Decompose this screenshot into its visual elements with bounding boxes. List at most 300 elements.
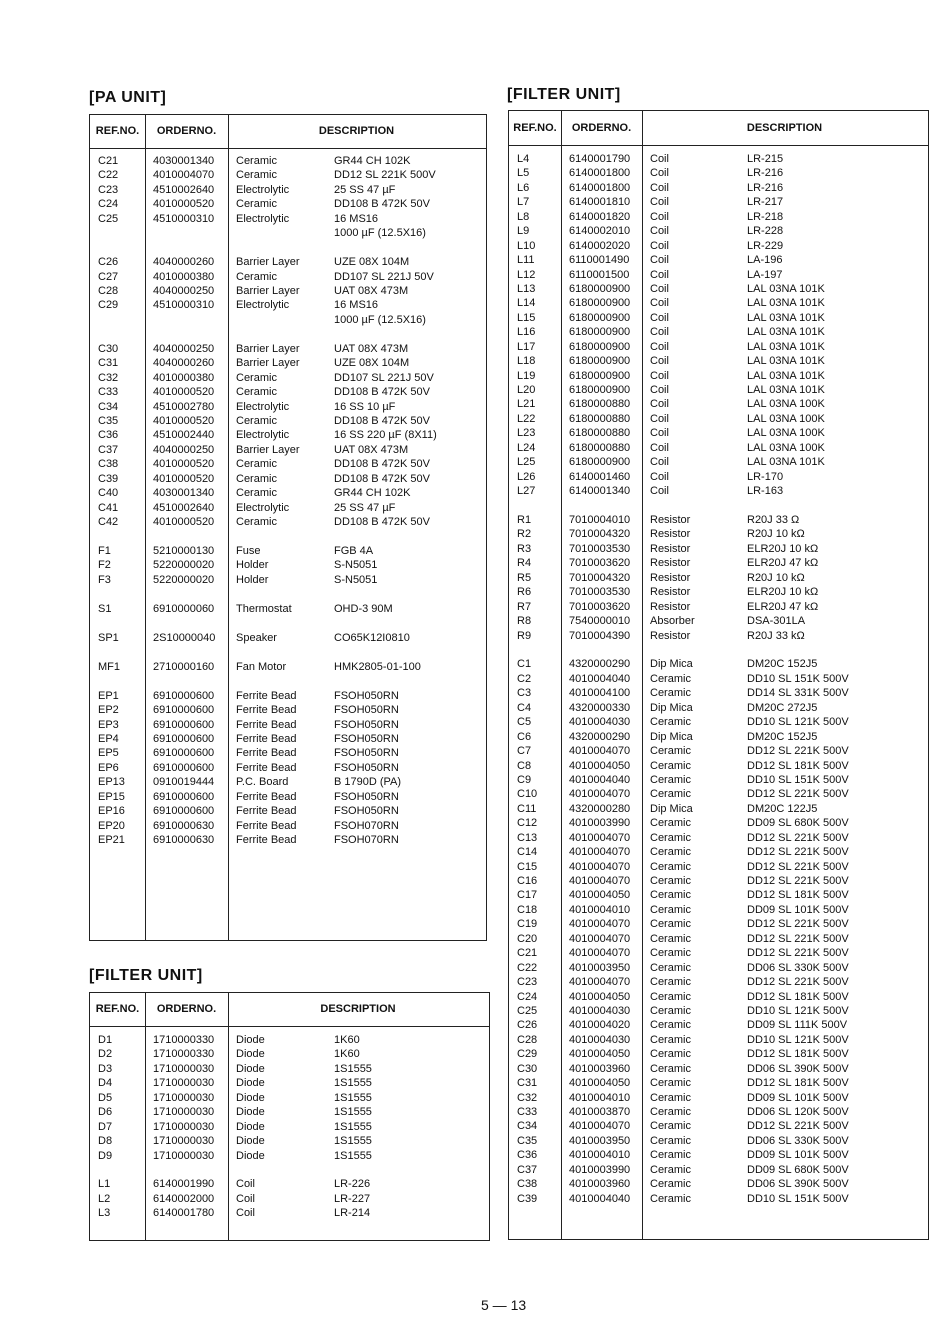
order-no: 4320000330 [569, 701, 631, 714]
table-row [90, 1105, 489, 1119]
part-spec: ELR20J 10 kΩ [747, 586, 819, 599]
part-type: Ceramic [650, 1134, 691, 1147]
ref-no: C1 [517, 658, 532, 671]
table-row [509, 340, 928, 354]
part-spec: DM20C 152J5 [747, 658, 818, 671]
row-group [90, 1033, 489, 1163]
ref-no: C3 [517, 687, 532, 700]
part-type: Coil [650, 441, 669, 454]
part-spec: DD12 SL 221K 500V [747, 831, 849, 844]
ref-no: R6 [517, 586, 532, 599]
part-type: Ceramic [650, 745, 691, 758]
ref-no: L18 [517, 355, 536, 368]
order-no: 6140001340 [569, 485, 631, 498]
part-type: Ceramic [650, 788, 691, 801]
table-row [90, 790, 486, 804]
part-spec: DD12 SL 181K 500V [747, 1048, 849, 1061]
ref-no: EP5 [98, 747, 119, 760]
part-type: Ceramic [650, 990, 691, 1003]
order-no: 6910000630 [153, 819, 215, 832]
part-spec: ELR20J 10 kΩ [747, 542, 819, 555]
table-row [509, 845, 928, 859]
part-spec: DD12 SL 221K 500V [747, 976, 849, 989]
pa-unit-title: [PA UNIT] [89, 89, 167, 106]
part-type: Resistor [650, 629, 691, 642]
part-spec: LR-163 [747, 485, 784, 498]
part-type: Dip Mica [650, 802, 693, 815]
part-type: Holder [236, 573, 269, 586]
order-no: 6180000880 [569, 398, 631, 411]
ref-no: D9 [98, 1149, 113, 1162]
part-spec: 16 SS 10 µF [334, 400, 396, 413]
ref-no: L13 [517, 282, 536, 295]
ref-no: L1 [98, 1178, 111, 1191]
part-type: Ceramic [650, 1062, 691, 1075]
order-no: 4010004070 [569, 918, 631, 931]
ref-no: L8 [517, 210, 530, 223]
part-spec: DD12 SL 221K 500V [747, 947, 849, 960]
part-spec: UAT 08X 473M [334, 443, 409, 456]
order-no: 4510002780 [153, 400, 215, 413]
row-group [509, 513, 928, 643]
part-type: Coil [650, 297, 669, 310]
part-type: Ceramic [236, 169, 277, 182]
ref-no: R5 [517, 571, 532, 584]
order-no: 4010004070 [569, 831, 631, 844]
table-row [90, 718, 486, 732]
ref-no: C19 [517, 918, 538, 931]
ref-no: C2 [517, 672, 532, 685]
order-no: 6180000900 [569, 311, 631, 324]
part-type: Coil [650, 340, 669, 353]
ref-no: C14 [517, 846, 538, 859]
table-body [509, 152, 928, 1221]
ref-no: D8 [98, 1135, 113, 1148]
part-spec: LR-216 [747, 181, 784, 194]
table-row [509, 585, 928, 599]
order-no: 6910000600 [153, 704, 215, 717]
part-type: Ferrite Bead [236, 790, 297, 803]
ref-no: R7 [517, 600, 532, 613]
part-type: Holder [236, 559, 269, 572]
table-row [509, 253, 928, 267]
ref-no: EP13 [98, 776, 125, 789]
order-no: 7010003530 [569, 586, 631, 599]
part-spec: LR-214 [334, 1207, 371, 1220]
table-row [509, 686, 928, 700]
description-header: DESCRIPTION [746, 121, 823, 134]
order-no: 4010003870 [569, 1106, 631, 1118]
part-spec: B 1790D (PA) [334, 776, 402, 789]
part-spec: DD108 B 472K 50V [334, 472, 431, 485]
table-row [509, 831, 928, 845]
part-spec: FSOH050RN [334, 805, 399, 818]
part-type: Coil [236, 1192, 255, 1205]
order-no: 6910000600 [153, 732, 215, 745]
part-spec: ELR20J 47 kΩ [747, 557, 819, 570]
part-type: Electrolytic [236, 400, 290, 413]
ref-no: C22 [98, 169, 119, 182]
ref-no: C24 [98, 198, 119, 211]
part-spec: DD107 SL 221J 50V [334, 371, 434, 384]
table-row [509, 1062, 928, 1076]
part-spec: DD09 SL 101K 500V [747, 1091, 849, 1104]
ref-no: L17 [517, 340, 536, 353]
table-row [509, 1134, 928, 1148]
order-no: 7010004010 [569, 514, 631, 526]
ref-no: D5 [98, 1091, 113, 1104]
part-spec: LAL 03NA 100K [747, 427, 825, 440]
part-spec: DD06 SL 330K 500V [747, 961, 849, 974]
part-spec: LA-197 [747, 268, 783, 281]
table-row [509, 542, 928, 556]
order-no: 4510000310 [153, 212, 215, 225]
ref-no: C33 [98, 386, 119, 399]
order-no: 4010004070 [569, 860, 631, 873]
part-spec: DD12 SL 181K 500V [747, 990, 849, 1003]
part-spec: FSOH050RN [334, 790, 399, 803]
row-group [90, 602, 486, 616]
table-row [509, 932, 928, 946]
part-spec: DD108 B 472K 50V [334, 458, 431, 471]
ref-no: F3 [98, 573, 111, 586]
part-type: Dip Mica [650, 730, 693, 743]
ref-no: C37 [517, 1163, 538, 1176]
order-no: 6180000900 [569, 297, 631, 310]
ref-no: C26 [517, 1019, 538, 1032]
order-no: 7010003530 [569, 542, 631, 555]
ref-no: L4 [517, 153, 530, 165]
table-row [509, 629, 928, 643]
part-type: Coil [650, 181, 669, 194]
table-row [509, 1091, 928, 1105]
part-spec: 1S1555 [334, 1120, 372, 1133]
part-spec: LR-215 [747, 153, 784, 165]
order-no: 2710000160 [153, 660, 215, 673]
part-type: P.C. Board [236, 776, 289, 789]
part-spec: 1000 µF (12.5X16) [334, 313, 426, 326]
order-no: 4040000260 [153, 357, 215, 370]
ref-no: C26 [98, 256, 119, 269]
table-row [90, 1149, 489, 1163]
part-type: Ceramic [650, 961, 691, 974]
part-spec: DM20C 152J5 [747, 730, 818, 743]
description-header: DESCRIPTION [320, 1003, 396, 1015]
table-row [509, 1119, 928, 1133]
part-spec: LAL 03NA 101K [747, 311, 825, 324]
table-row [90, 660, 486, 674]
ref-no: L26 [517, 470, 536, 483]
table-header [509, 111, 928, 146]
part-spec: FSOH070RN [334, 834, 399, 846]
part-spec: LR-227 [334, 1192, 371, 1205]
ref-no: C34 [517, 1120, 538, 1133]
part-spec: DD108 B 472K 50V [334, 386, 431, 399]
ref-no: C39 [517, 1192, 538, 1205]
table-row [509, 1105, 928, 1119]
part-spec: DD10 SL 121K 500V [747, 1004, 849, 1017]
table-row [90, 833, 486, 847]
ref-no: L12 [517, 268, 536, 281]
part-type: Ceramic [650, 947, 691, 960]
part-type: Coil [650, 355, 669, 368]
part-spec: DD09 SL 111K 500V [747, 1019, 848, 1032]
order-no: 4010004070 [569, 846, 631, 859]
part-spec: FSOH070RN [334, 819, 399, 832]
table-row [90, 602, 486, 616]
part-type: Diode [236, 1091, 265, 1104]
order-no: 1710000030 [153, 1149, 215, 1162]
order-no: 4010004070 [569, 875, 631, 887]
table-row [509, 990, 928, 1004]
ref-no: C38 [517, 1178, 538, 1191]
order-no: 7010004320 [569, 571, 631, 584]
part-type: Coil [236, 1207, 255, 1220]
part-spec: LR-229 [747, 239, 784, 252]
part-spec: DD12 SL 221K 500V [747, 918, 849, 931]
order-no: 4010004030 [569, 716, 631, 729]
table-row [90, 631, 486, 645]
part-spec: UZE 08X 104M [334, 357, 410, 370]
table-row [509, 961, 928, 975]
table-row [509, 268, 928, 282]
part-type: Ceramic [650, 672, 691, 685]
part-type: Ceramic [650, 976, 691, 989]
ref-no: C18 [517, 903, 538, 916]
part-spec: LA-196 [747, 254, 783, 267]
part-type: Ferrite Bead [236, 718, 297, 731]
order-no: 4010004040 [569, 672, 631, 685]
order-no: 4010000380 [153, 371, 215, 384]
part-spec: LAL 03NA 100K [747, 412, 825, 425]
ref-no: C24 [517, 990, 538, 1003]
order-no: 4010004050 [569, 1048, 631, 1061]
ref-no: C31 [98, 357, 119, 370]
part-type: Coil [650, 485, 669, 498]
ref-no: L15 [517, 311, 536, 324]
table-row [90, 313, 486, 327]
part-spec: FSOH050RN [334, 732, 399, 745]
part-type: Ceramic [650, 1033, 691, 1046]
order-no: 4010003990 [569, 1163, 631, 1176]
part-type: Ferrite Bead [236, 761, 297, 774]
table-row [90, 746, 486, 760]
order-no: 4010003960 [569, 1062, 631, 1075]
ref-no: SP1 [98, 631, 119, 644]
order-no-header: ORDER NO. [156, 125, 217, 137]
order-no: 6180000900 [569, 369, 631, 382]
order-no: 4010004010 [569, 1091, 631, 1104]
table-row [509, 296, 928, 310]
order-no: 6140001790 [569, 153, 631, 165]
order-no: 4010004070 [569, 976, 631, 989]
ref-no: L7 [517, 196, 530, 209]
table-row [90, 1033, 489, 1047]
table-row [509, 701, 928, 715]
part-type: Ceramic [650, 1178, 691, 1191]
page-number: 5 — 13 [481, 1297, 527, 1313]
order-no: 7010004390 [569, 629, 631, 642]
part-type: Barrier Layer [236, 256, 300, 269]
table-row [509, 1018, 928, 1032]
part-type: Resistor [650, 514, 691, 526]
order-no: 6910000600 [153, 761, 215, 774]
table-row [90, 819, 486, 833]
part-spec: 16 SS 220 µF (8X11) [334, 429, 437, 442]
ref-no: D4 [98, 1077, 113, 1090]
ref-no: C23 [517, 976, 538, 989]
order-no: 4320000290 [569, 658, 631, 671]
part-type: Ceramic [650, 1120, 691, 1133]
ref-no: L6 [517, 181, 530, 194]
part-spec: DD12 SL 221K 500V [747, 860, 849, 873]
part-spec: FSOH050RN [334, 704, 399, 717]
part-type: Ceramic [650, 1077, 691, 1090]
part-spec: ELR20J 47 kΩ [747, 600, 819, 613]
part-type: Dip Mica [650, 658, 693, 671]
row-group [90, 255, 486, 327]
part-type: Coil [650, 254, 669, 267]
ref-no: C35 [98, 415, 119, 427]
table-row [509, 426, 928, 440]
ref-no: L2 [98, 1192, 111, 1205]
table-row [509, 470, 928, 484]
part-type: Diode [236, 1135, 265, 1148]
table-row [509, 1148, 928, 1162]
part-type: Ceramic [236, 487, 277, 500]
part-type: Diode [236, 1106, 265, 1119]
order-no: 4030001340 [153, 155, 215, 167]
table-row [90, 1120, 489, 1134]
part-type: Ferrite Bead [236, 747, 297, 760]
table-row [509, 773, 928, 787]
order-no: 4010004050 [569, 759, 631, 772]
table-row [509, 917, 928, 931]
row-group [90, 342, 486, 530]
ref-no: C34 [98, 400, 119, 413]
part-type: Ceramic [650, 1149, 691, 1162]
table-row [509, 816, 928, 830]
part-spec: LAL 03NA 100K [747, 441, 825, 454]
table-row [90, 501, 486, 515]
part-type: Diode [236, 1077, 265, 1090]
ref-no: L5 [517, 167, 530, 180]
table-row [90, 1206, 489, 1220]
row-group [90, 544, 486, 587]
table-row [90, 1177, 489, 1191]
part-type: Resistor [650, 571, 691, 584]
order-no: 4010004070 [569, 947, 631, 960]
ref-no: C15 [517, 860, 538, 873]
part-type: Ceramic [650, 889, 691, 902]
part-spec: 25 SS 47 µF [334, 183, 396, 196]
table-row [509, 1163, 928, 1177]
order-no: 4040000260 [153, 256, 215, 269]
part-spec: R20J 10 kΩ [747, 528, 805, 541]
part-spec: S-N5051 [334, 559, 378, 572]
table-row [90, 400, 486, 414]
part-type: Coil [650, 153, 669, 165]
part-spec: DD10 SL 151K 500V [747, 1192, 849, 1205]
part-type: Coil [650, 282, 669, 295]
ref-no: D1 [98, 1034, 113, 1046]
order-no: 4010000380 [153, 270, 215, 283]
ref-no: C42 [98, 516, 119, 529]
part-spec: LAL 03NA 101K [747, 282, 825, 295]
part-spec: UZE 08X 104M [334, 256, 410, 269]
part-type: Ceramic [650, 759, 691, 772]
order-no: 4010004010 [569, 1149, 631, 1162]
order-no: 1710000330 [153, 1034, 215, 1046]
part-spec: FSOH050RN [334, 689, 399, 702]
ref-no: L20 [517, 384, 536, 396]
row-group [90, 660, 486, 674]
table-row [90, 342, 486, 356]
table-row [509, 210, 928, 224]
order-no: 6110001500 [569, 268, 630, 281]
table-row [509, 600, 928, 614]
ref-no: C21 [517, 947, 538, 960]
table-row [90, 544, 486, 558]
table-row [509, 455, 928, 469]
order-no: 4010004030 [569, 1004, 631, 1017]
ref-no: C12 [517, 817, 538, 830]
table-row [509, 1004, 928, 1018]
ref-no: C32 [517, 1091, 538, 1104]
part-spec: OHD-3 90M [334, 602, 393, 615]
order-no: 4040000250 [153, 443, 215, 456]
part-type: Coil [650, 470, 669, 483]
order-no: 6180000900 [569, 355, 631, 368]
row-group [90, 154, 486, 241]
table-row [509, 1076, 928, 1090]
table-row [509, 715, 928, 729]
part-spec: LAL 03NA 100K [747, 398, 825, 411]
ref-no: C13 [517, 831, 538, 844]
order-no: 4010003950 [569, 961, 631, 974]
part-type: Ceramic [650, 860, 691, 873]
part-spec: HMK2805-01-100 [334, 660, 421, 673]
filter-unit-left-title: [FILTER UNIT] [89, 967, 203, 984]
table-row [90, 558, 486, 572]
ref-no-header: REF. NO. [95, 1003, 140, 1015]
order-no: 4010004010 [569, 903, 631, 916]
part-type: Coil [650, 311, 669, 324]
part-spec: GR44 CH 102K [334, 155, 411, 167]
table-row [509, 282, 928, 296]
table-row [90, 443, 486, 457]
ref-no: L27 [517, 485, 536, 498]
part-type: Ceramic [650, 687, 691, 700]
part-type: Resistor [650, 600, 691, 613]
part-type: Electrolytic [236, 429, 290, 442]
ref-no: C10 [517, 788, 538, 801]
table-row [509, 759, 928, 773]
ref-no: D3 [98, 1062, 113, 1075]
order-no: 1710000330 [153, 1048, 215, 1061]
part-spec: DD12 SL 181K 500V [747, 759, 849, 772]
table-row [90, 1091, 489, 1105]
part-type: Ceramic [650, 875, 691, 887]
part-spec: DD12 SL 221K 500V [747, 932, 849, 945]
table-row [90, 1062, 489, 1076]
part-type: Diode [236, 1034, 265, 1046]
table-row [509, 224, 928, 238]
part-spec: FSOH050RN [334, 761, 399, 774]
table-row [90, 1076, 489, 1090]
order-no: 4010004070 [153, 169, 215, 182]
row-group [90, 631, 486, 645]
